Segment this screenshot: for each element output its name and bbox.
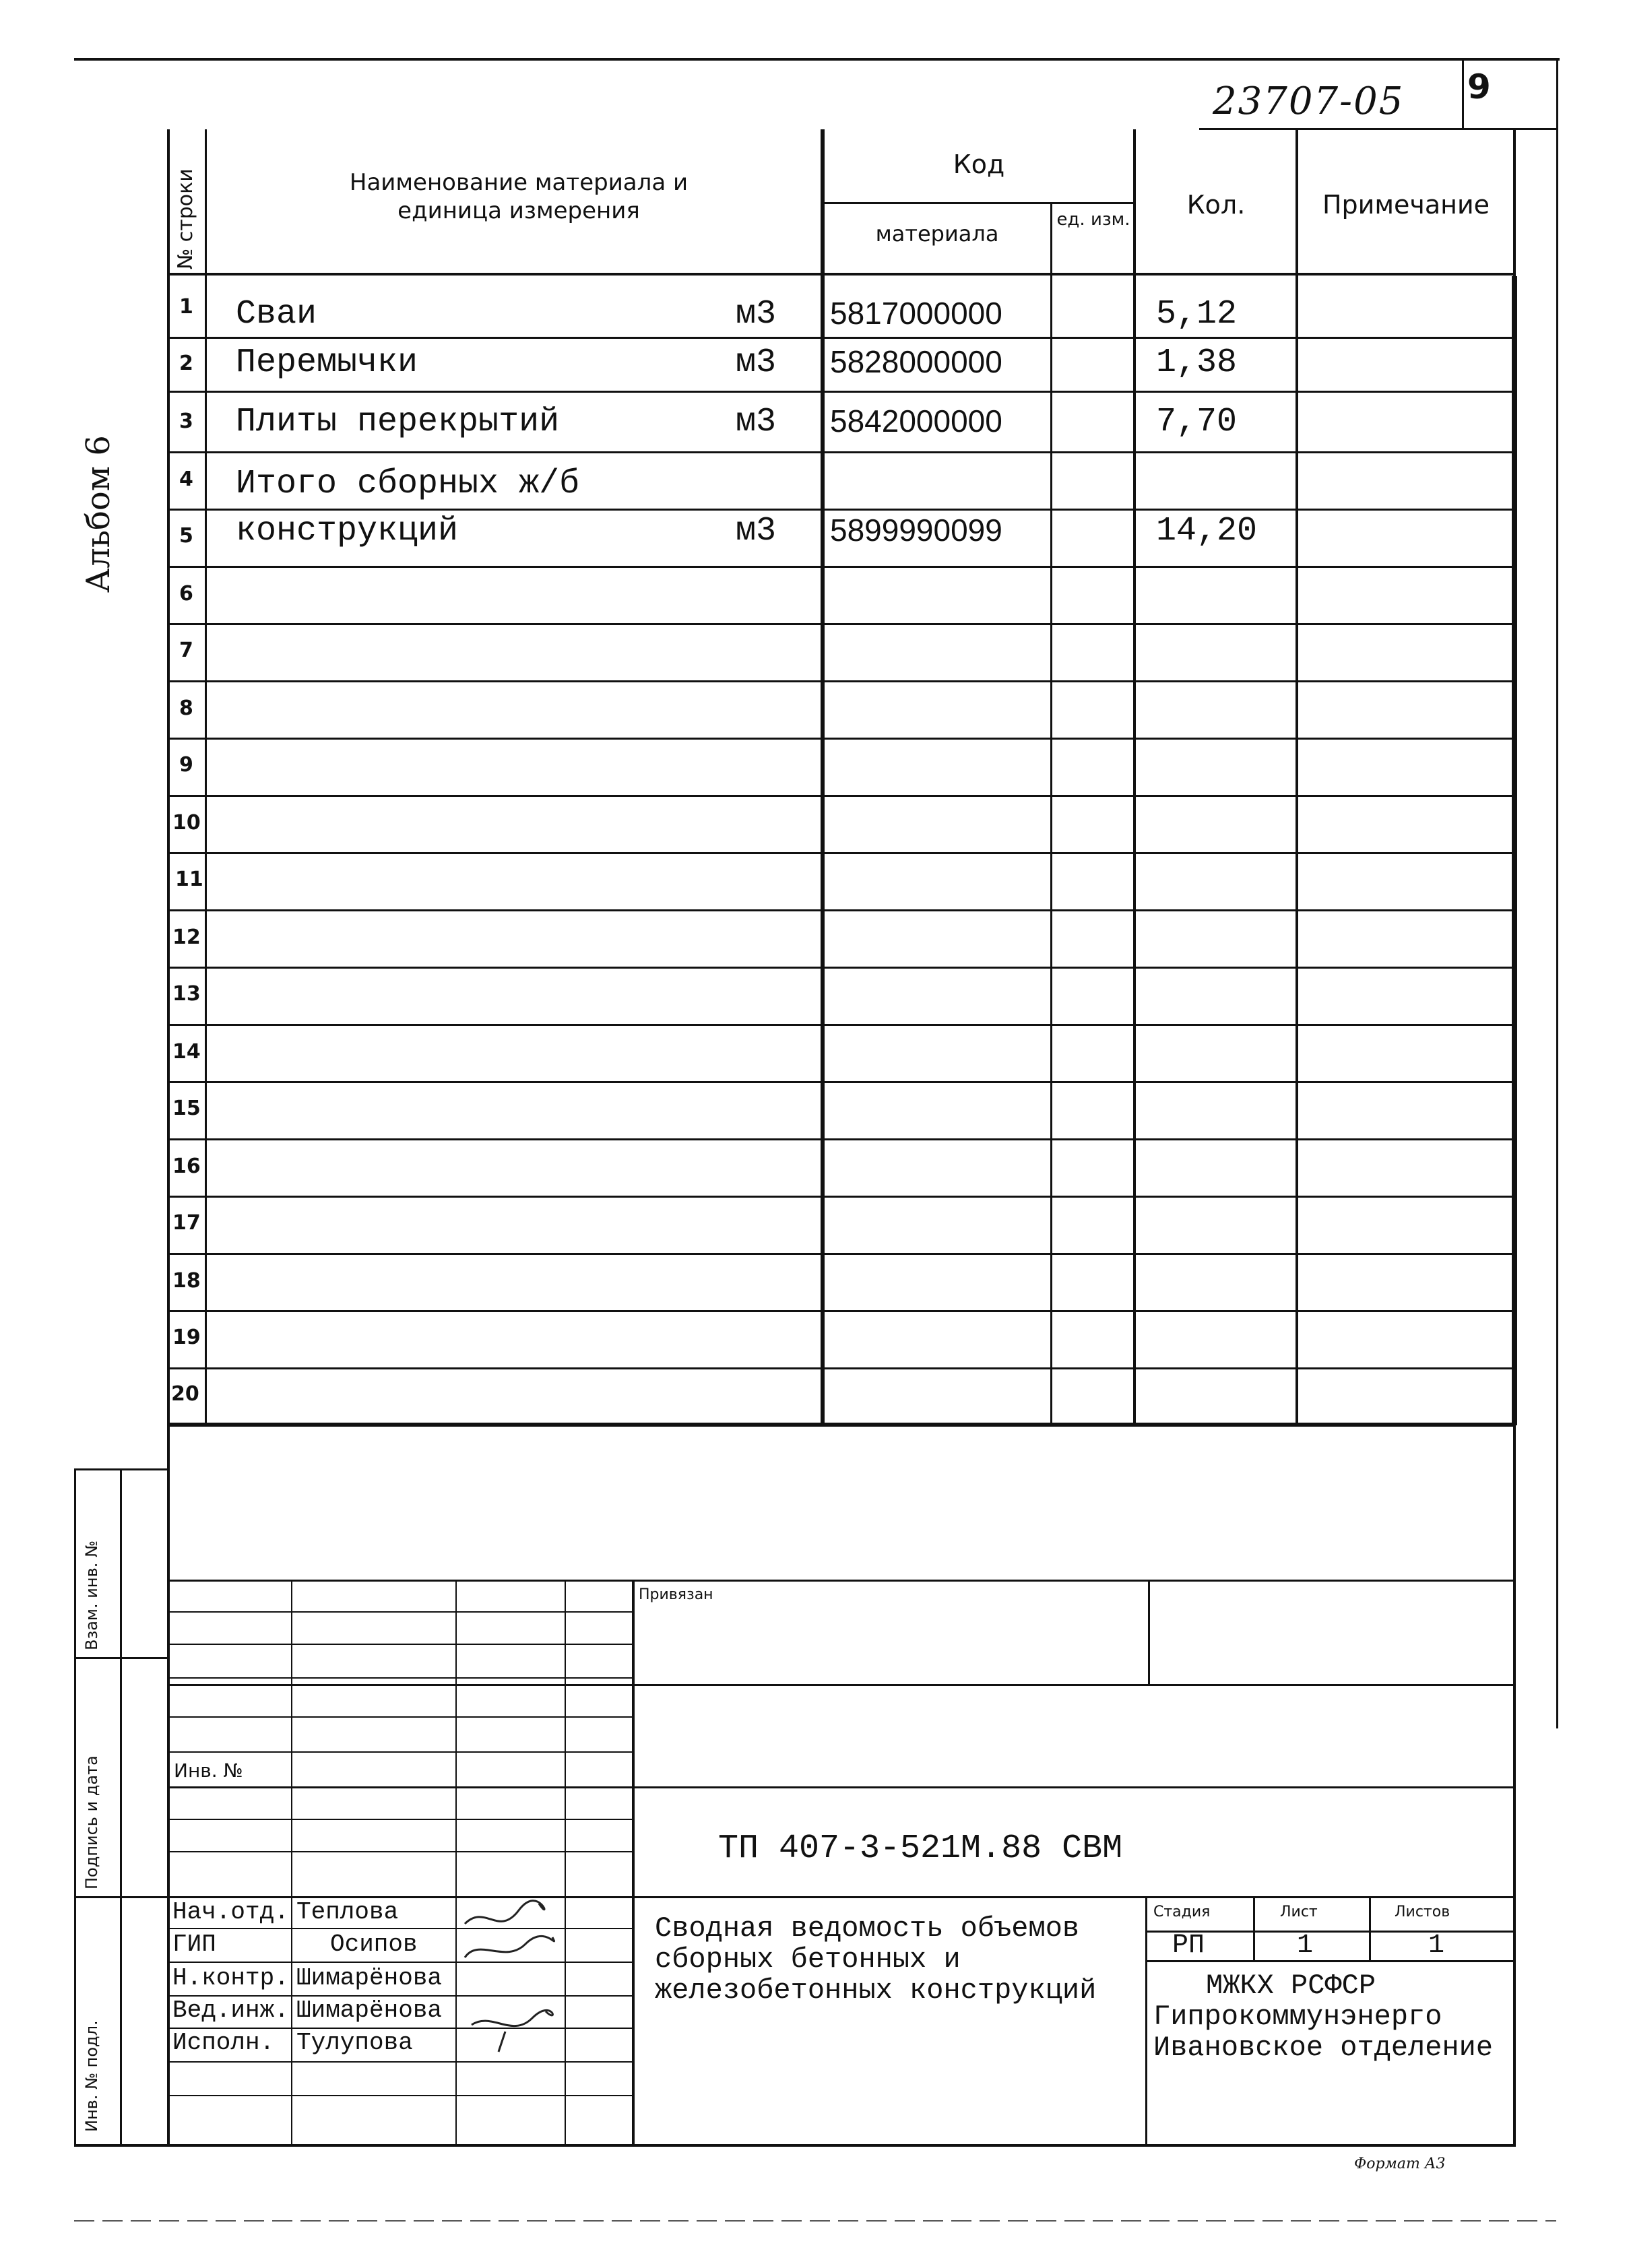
row-line bbox=[167, 451, 1514, 453]
row-number: 10 bbox=[172, 811, 201, 835]
signer-name: Шимарёнова bbox=[296, 1964, 443, 1992]
header-code: Код bbox=[953, 150, 1005, 179]
row-number: 7 bbox=[179, 639, 193, 662]
row-number: 14 bbox=[172, 1040, 201, 1064]
row-number: 15 bbox=[172, 1097, 201, 1120]
row-1-unit: м3 bbox=[736, 295, 777, 333]
stamp-line bbox=[167, 1611, 632, 1613]
stamp-col bbox=[565, 1580, 566, 2144]
stamp-stage: РП bbox=[1172, 1931, 1205, 1961]
page-right-edge bbox=[1556, 58, 1558, 1728]
row-5-unit: м3 bbox=[736, 512, 777, 550]
header-bottom-line bbox=[167, 273, 1514, 276]
signer-name: Осипов bbox=[330, 1931, 418, 1958]
stamp-col bbox=[1145, 1896, 1147, 2144]
row-number: 6 bbox=[179, 582, 193, 606]
col-line-name bbox=[821, 129, 825, 1425]
album-label: Альбом 6 bbox=[79, 435, 117, 593]
row-number: 4 bbox=[179, 467, 193, 491]
row-number: 16 bbox=[172, 1155, 201, 1178]
stamp-line bbox=[167, 2095, 632, 2096]
row-line bbox=[167, 738, 1514, 740]
row-line bbox=[167, 680, 1514, 682]
stamp-designation: ТП 407-3-521М.88 СВМ bbox=[718, 1829, 1123, 1868]
top-border bbox=[74, 58, 1560, 61]
stamp-line bbox=[167, 1819, 632, 1820]
row-5-name: конструкций bbox=[236, 512, 459, 550]
stamp-sheets-label: Листов bbox=[1395, 1904, 1450, 1920]
signature-scribble bbox=[458, 1897, 566, 2059]
stamp-org-2: Гипрокоммунэнерго bbox=[1153, 2001, 1442, 2033]
row-line bbox=[167, 967, 1514, 969]
stamp-inv-no: Инв. № bbox=[174, 1759, 243, 1782]
row-number: 13 bbox=[172, 982, 201, 1006]
stamp-line bbox=[167, 1851, 632, 1852]
row-number: 19 bbox=[172, 1326, 201, 1349]
row-number: 9 bbox=[179, 753, 193, 777]
row-line bbox=[167, 1081, 1514, 1083]
row-number: 12 bbox=[172, 926, 201, 949]
row-2-name: Перемычки bbox=[236, 344, 418, 382]
header-material: материала bbox=[875, 221, 999, 247]
header-note: Примечание bbox=[1322, 190, 1490, 220]
header-quantity: Кол. bbox=[1186, 190, 1246, 220]
row-2-code: 5828000000 bbox=[830, 344, 1002, 379]
side-strip-divider bbox=[120, 1468, 122, 2145]
row-2-unit: м3 bbox=[736, 344, 777, 382]
bottom-dashed-line bbox=[74, 2220, 1556, 2222]
stamp-format: Формат А3 bbox=[1354, 2156, 1446, 2172]
side-strip-left bbox=[74, 1468, 76, 2145]
col-line-unit bbox=[1050, 202, 1052, 1425]
header-row-number: № строки bbox=[174, 168, 197, 269]
row-3-qty: 7,70 bbox=[1156, 403, 1238, 441]
row-number: 20 bbox=[171, 1382, 199, 1406]
row-3-name: Плиты перекрытий bbox=[236, 403, 560, 441]
row-4-name: Итого сборных ж/б bbox=[236, 465, 580, 503]
stamp-line bbox=[167, 1644, 632, 1645]
stamp-line bbox=[167, 1677, 632, 1679]
col-line-rownum bbox=[205, 129, 207, 1425]
page-number: 9 bbox=[1467, 67, 1491, 106]
row-line bbox=[167, 1253, 1514, 1255]
stamp-col bbox=[1148, 1580, 1150, 1684]
signer-name: Тулупова bbox=[296, 2029, 413, 2056]
row-number: 17 bbox=[172, 1211, 201, 1235]
row-line bbox=[167, 852, 1514, 854]
header-name: Наименование материала и единица измерения bbox=[349, 169, 689, 224]
row-line bbox=[167, 337, 1514, 339]
row-line bbox=[167, 1367, 1514, 1369]
row-3-code: 5842000000 bbox=[830, 403, 1002, 439]
stamp-line bbox=[167, 1684, 1514, 1686]
frame-left-border bbox=[167, 129, 170, 2145]
row-number: 18 bbox=[172, 1269, 201, 1293]
row-1-qty: 5,12 bbox=[1156, 295, 1238, 333]
stamp-col bbox=[455, 1580, 457, 2144]
stamp-line bbox=[167, 1751, 632, 1753]
stamp-stage-label: Стадия bbox=[1153, 1904, 1211, 1920]
stamp-line bbox=[167, 1786, 1514, 1788]
row-number: 11 bbox=[175, 868, 203, 891]
signer-role: Нач.отд. bbox=[172, 1898, 289, 1926]
row-line bbox=[167, 391, 1514, 393]
row-line bbox=[167, 909, 1514, 911]
row-1-code: 5817000000 bbox=[830, 296, 1002, 331]
header-unit: ед. изм. bbox=[1056, 209, 1130, 230]
stamp-sheet: 1 bbox=[1297, 1931, 1314, 1961]
signer-role: Н.контр. bbox=[172, 1964, 289, 1992]
signer-name: Шимарёнова bbox=[296, 1997, 443, 2024]
side-label-inv: Инв. № подл. bbox=[82, 2020, 101, 2132]
stamp-org-1: МЖКХ РСФСР bbox=[1206, 1970, 1376, 2002]
col-line-code bbox=[1133, 129, 1136, 1425]
row-number: 2 bbox=[179, 352, 193, 375]
row-3-unit: м3 bbox=[736, 403, 777, 441]
row-line bbox=[167, 1138, 1514, 1140]
stamp-privyazan: Привязан bbox=[639, 1586, 713, 1603]
row-number: 1 bbox=[179, 295, 193, 319]
stamp-line bbox=[167, 2061, 632, 2063]
stamp-line bbox=[167, 1716, 632, 1718]
stamp-col-main bbox=[632, 1580, 635, 2144]
stamp-sheet-label: Лист bbox=[1280, 1904, 1318, 1920]
stamp-col bbox=[291, 1580, 292, 2144]
row-line bbox=[167, 623, 1514, 625]
document-number: 23707-05 bbox=[1213, 79, 1405, 123]
stamp-col bbox=[1253, 1896, 1255, 1962]
frame-bottom-border bbox=[74, 2144, 1516, 2147]
stamp-top-line bbox=[167, 1580, 1514, 1582]
stamp-col bbox=[1369, 1896, 1371, 1962]
row-line bbox=[167, 566, 1514, 568]
page-box-bottom bbox=[1199, 128, 1558, 130]
col-line-qty bbox=[1296, 129, 1298, 1425]
side-label-vzam: Взам. инв. № bbox=[82, 1541, 101, 1650]
signer-name: Теплова bbox=[296, 1898, 399, 1926]
stamp-sheets: 1 bbox=[1428, 1931, 1445, 1961]
row-number: 3 bbox=[179, 410, 193, 433]
side-strip-top bbox=[74, 1468, 167, 1470]
row-1-name: Сваи bbox=[236, 295, 317, 333]
signer-role: Исполн. bbox=[172, 2029, 275, 2056]
side-strip-line bbox=[74, 1657, 167, 1659]
row-5-qty: 14,20 bbox=[1156, 512, 1258, 550]
signer-role: Вед.инж. bbox=[172, 1997, 289, 2024]
row-line bbox=[167, 1196, 1514, 1198]
row-2-qty: 1,38 bbox=[1156, 344, 1238, 382]
side-strip-line bbox=[74, 1896, 167, 1898]
page-box-left bbox=[1462, 58, 1464, 129]
side-label-podpis: Подпись и дата bbox=[82, 1755, 101, 1889]
table-bottom-line bbox=[167, 1423, 1516, 1427]
row-line bbox=[167, 1310, 1514, 1312]
row-number: 8 bbox=[179, 696, 193, 720]
row-5-code: 5899990099 bbox=[830, 513, 1002, 548]
row-line bbox=[167, 795, 1514, 797]
row-line bbox=[167, 1024, 1514, 1026]
row-line bbox=[167, 509, 1514, 511]
row-number: 5 bbox=[179, 524, 193, 548]
signer-role: ГИП bbox=[172, 1931, 216, 1958]
code-sub-line bbox=[822, 202, 1134, 204]
stamp-title: Сводная ведомость объемов сборных бетонных и железобетонных конструкций bbox=[655, 1912, 1097, 2007]
stamp-org-3: Ивановское отделение bbox=[1153, 2032, 1494, 2064]
